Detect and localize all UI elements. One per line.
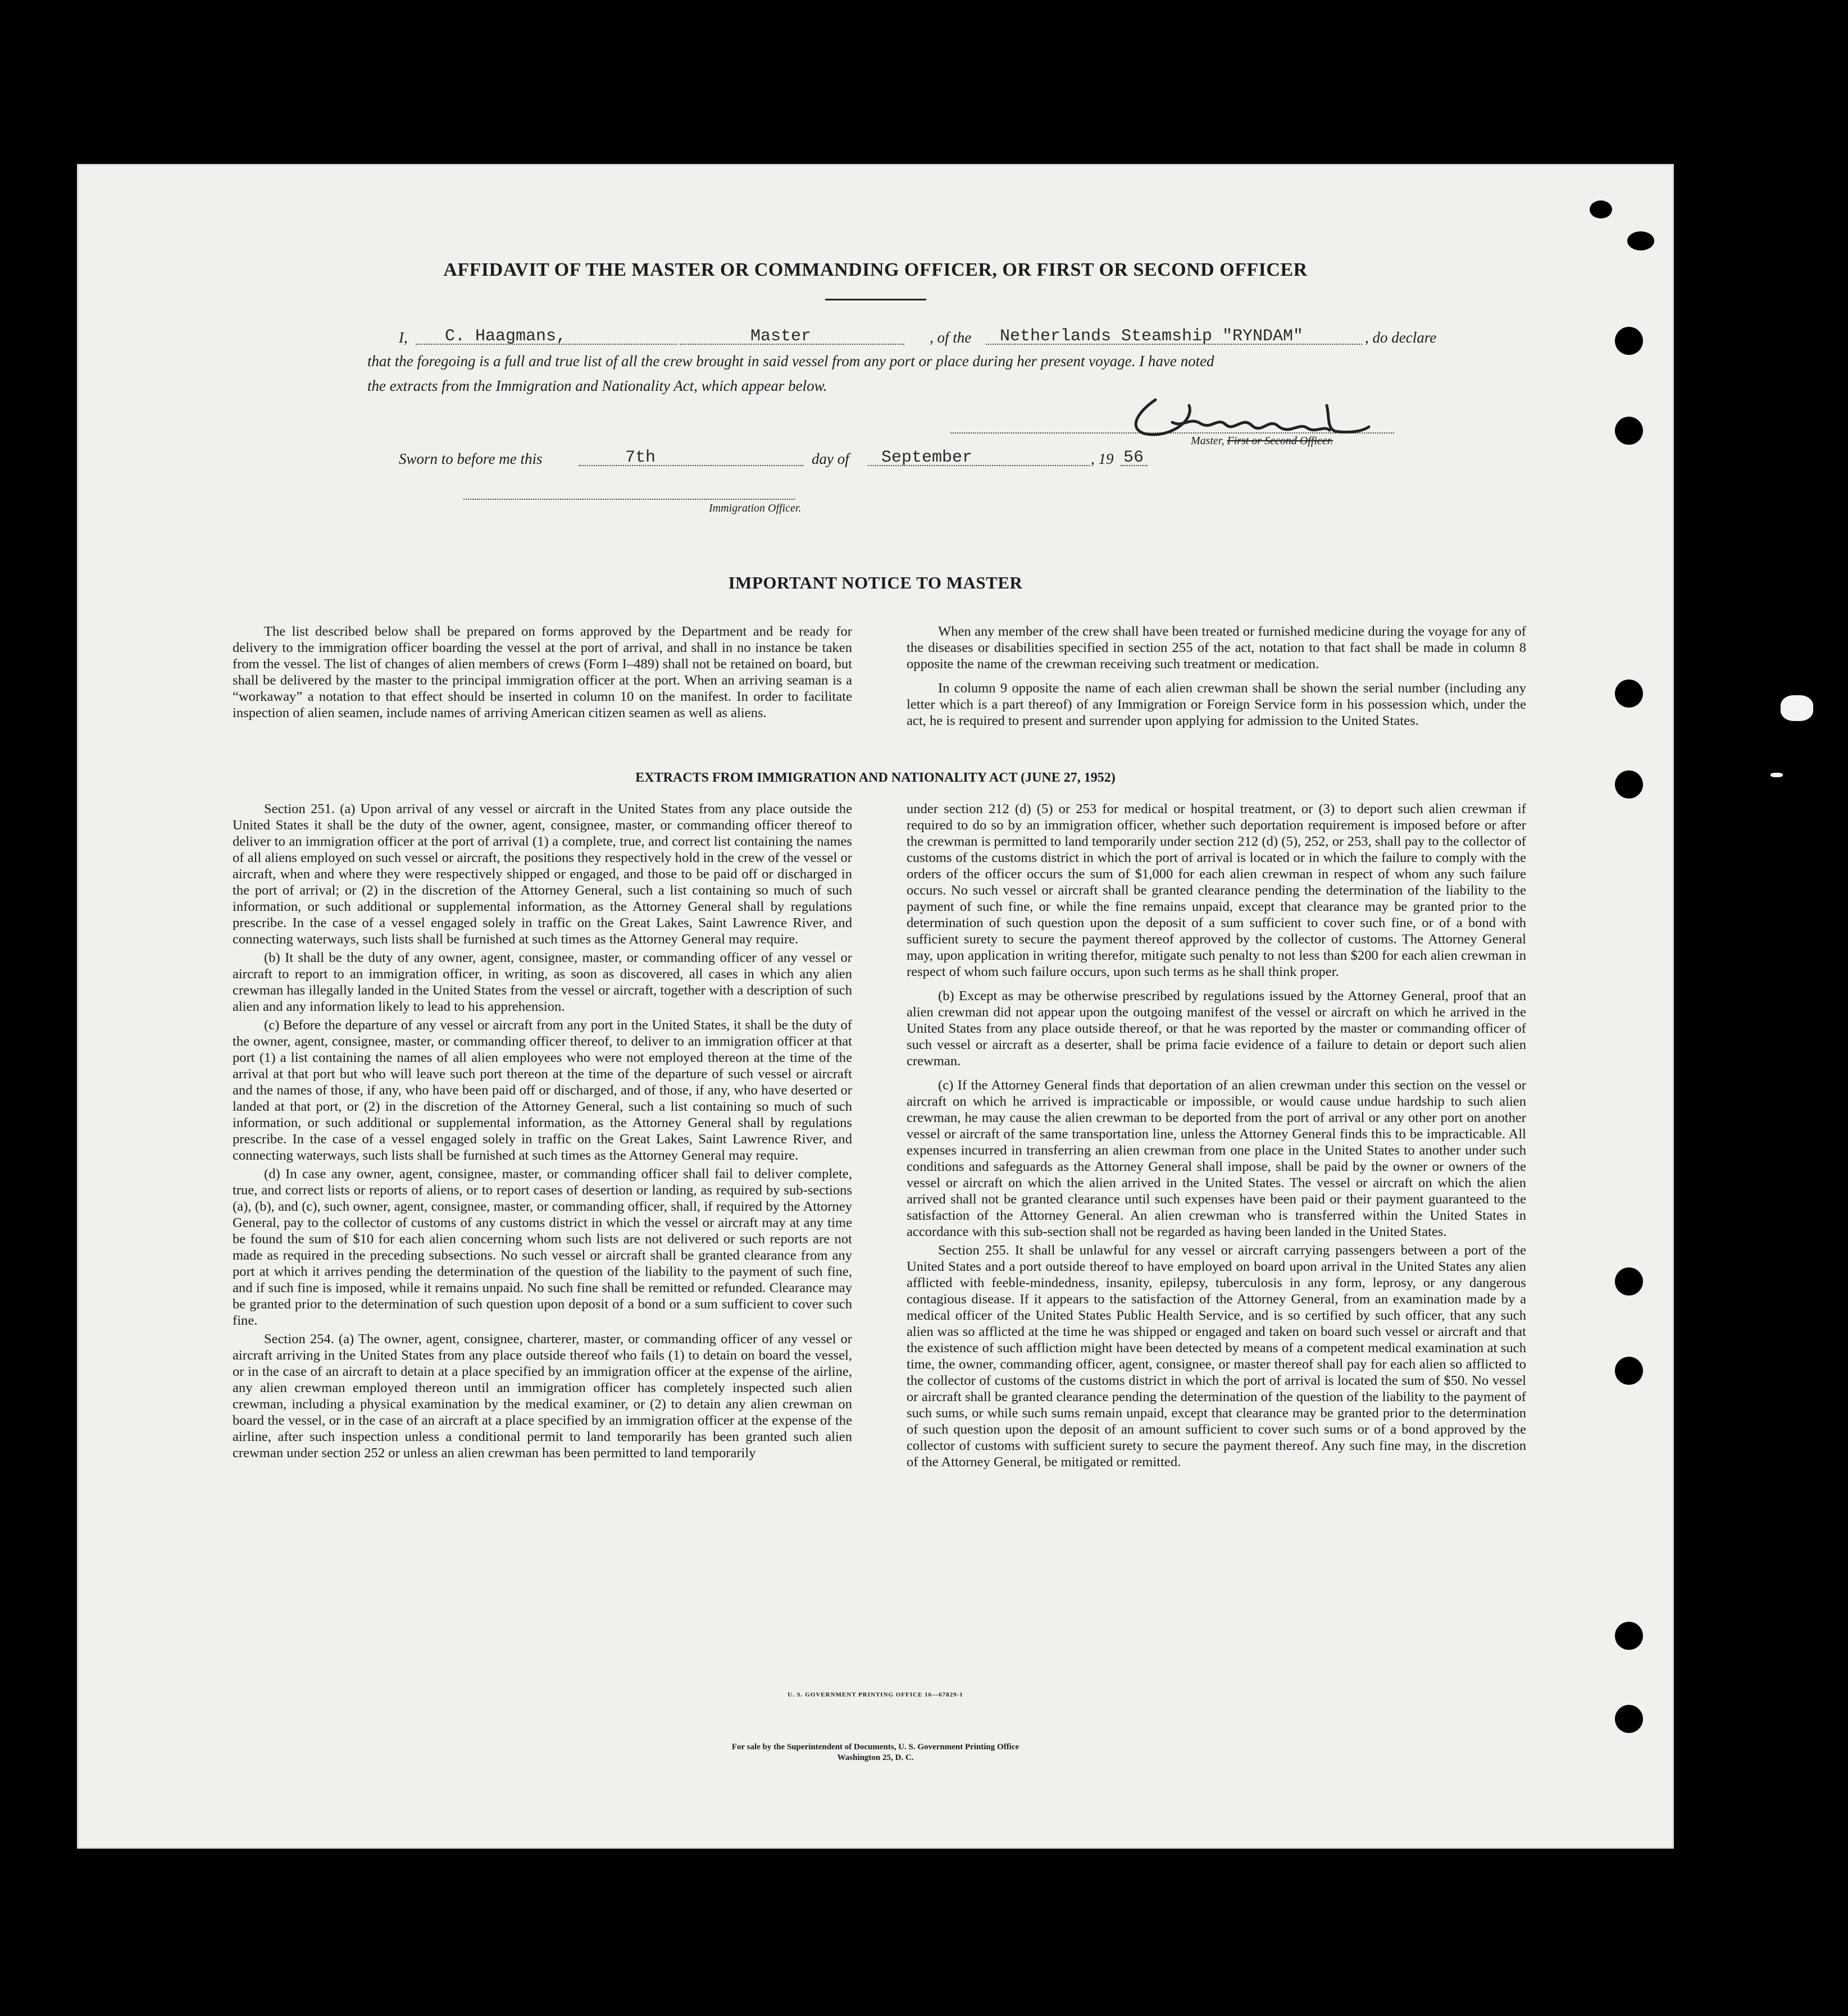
vessel-name-value: Netherlands Steamship "RYNDAM" xyxy=(999,327,1304,346)
day-of-label: day of xyxy=(812,450,849,467)
binder-hole xyxy=(1615,1705,1643,1733)
sale-line-1: For sale by the Superintendent of Documents, U. S. Government Printing Office xyxy=(731,1743,1019,1752)
sworn-day-value: 7th xyxy=(625,448,656,467)
binder-hole xyxy=(1615,1357,1643,1385)
section-254a-continued: under section 212 (d) (5) or 253 for medical or hospital treatment, or (3) to deport such alien crewman if required to do so by an immigration officer, whether such deportation requirement is imposed before or after the crewman is permitted to land temporarily under section 212 (d) (5), 252, or 253, shall pay to the collector of customs of the customs district in which the port of arrival is located or in which the failure to comply with the orders of the officer occurs the sum of $1,000 for each alien crewman in respect of whom any such failure occurs. No such vessel or aircraft shall be granted clearance pending the determination of the liability to the payment of such fine, or while the fine remains unpaid, except that clearance may be granted prior to the determination of such question upon the deposit of a sum sufficient to cover such fine, or of a bond with sufficient surety to secure the payment thereof approved by the collector of customs. The Attorney General may, upon application in writing therefor, mitigate such penalty to not less than $200 for each alien crewman in respect of whom such failure occurs, upon such terms as he shall think proper. xyxy=(907,801,1526,979)
notice-right-column xyxy=(907,623,1526,729)
binder-hole xyxy=(1615,417,1643,445)
sale-line-2: Washington 25, D. C. xyxy=(837,1753,914,1762)
notice-right-paragraph: In column 9 opposite the name of each alien crewman shall be shown the serial number (including any letter which is a part thereof) of any Immigration or Foreign Service form in his possession which, under the act, he is required to present and surrender upon applying for admission to the United States. xyxy=(907,681,1526,728)
immigration-officer-line xyxy=(463,499,795,500)
notice-left-column xyxy=(233,623,852,721)
binder-hole xyxy=(1615,679,1643,708)
extracts-right-column xyxy=(907,801,1526,1470)
declaration-line-3: the extracts from the Immigration and Nationality Act, which appear below. xyxy=(367,377,827,394)
section-251a: Section 251. (a) Upon arrival of any vessel or aircraft in the United States from any place outside the United States it shall be the duty of the owner, agent, consignee, master, or commanding officer thereof to deliver to an immigration officer at the port of arrival (1) a complete, true, and correct list containing the names of all aliens employed on such vessel or aircraft, the positions they respectively hold in the crew of the vessel or aircraft, when and where they were respectively shipped or engaged, and those to be paid off or discharged in the port of arrival; or (2) in the discretion of the Attorney General, such a list containing so much of such information, or such additional or supplemental information, as the Attorney General shall by regulations prescribe. In the case of a vessel engaged solely in traffic on the Great Lakes, Saint Lawrence River, and connecting waterways, such lists shall be furnished at such times as the Attorney General may require. xyxy=(233,801,852,947)
extracts-title: EXTRACTS FROM IMMIGRATION AND NATIONALITY ACT (JUNE 27, 1952) xyxy=(635,770,1116,785)
paper-speck xyxy=(1781,695,1813,721)
printing-office-line: U. S. GOVERNMENT PRINTING OFFICE 16—67829-1 xyxy=(788,1691,963,1698)
sale-notice xyxy=(77,1742,1674,1763)
sworn-prefix: Sworn to before me this xyxy=(399,450,543,467)
section-251d: (d) In case any owner, agent, consignee, master, or commanding officer shall fail to deliver complete, true, and correct lists or reports of aliens, or to report cases of desertion or landing, as required by sub-sections (a), (b), and (c), such owner, agent, consignee, master, or commanding officer, shall, if required by the Attorney General, pay to the collector of customs of any customs district in which the vessel or aircraft may at any time be found the sum of $10 for each alien concerning whom such lists are not delivered or such reports are not made as required in the preceding subsections. No such vessel or aircraft shall be granted clearance from any port at which it arrives pending the determination of the question of the liability to the payment of such fine, and if such fine is imposed, while it remains unpaid. No such fine shall be remitted or refunded. Clearance may be granted prior to the determination of such question upon deposit of a bond or a sum sufficient to cover such fine. xyxy=(233,1166,852,1328)
affidavit-page xyxy=(77,164,1674,1849)
binder-hole xyxy=(1615,1622,1643,1650)
sworn-line xyxy=(399,448,1241,471)
section-254c: (c) If the Attorney General finds that deportation of an alien crewman under this section on the vessel or aircraft on which he arrived is impracticable or impossible, or would cause undue hardship to such alien crewman, he may cause the alien crewman to be deported from the port of arrival or any other port on another vessel or aircraft of the same transportation line, unless the Attorney General finds this to be impracticable. All expenses incurred in transferring an alien crewman from one place in the United States to another under such conditions and safeguards as the Attorney General shall impose, shall be paid by the owner or owners of the vessel or aircraft on which the alien arrived in the United States. The vessel or aircraft on which the alien arrived shall not be granted clearance until such expenses have been paid or their payment guaranteed to the satisfaction of the Attorney General. An alien crewman who is transferred within the United States in accordance with this sub-section shall not be regarded as having been landed in the United States. xyxy=(907,1078,1526,1239)
do-declare-label: , do declare xyxy=(1365,329,1437,346)
torn-corner-mark xyxy=(1627,231,1654,250)
extracts-left-column xyxy=(233,801,852,1461)
rank-value: Master xyxy=(750,327,812,346)
section-251b: (b) It shall be the duty of any owner, agent, consignee, master, or commanding officer of any vessel or aircraft to report to an immigration officer, in writing, as soon as discovered, all cases in which any alien crewman has illegally landed in the United States from the vessel or aircraft, together with a description of such alien and any information likely to lead to his apprehension. xyxy=(233,950,852,1014)
signature-caption xyxy=(1191,435,1333,448)
notice-title: IMPORTANT NOTICE TO MASTER xyxy=(728,573,1023,592)
master-name-value: C. Haagmans, xyxy=(444,327,567,346)
binder-hole xyxy=(1615,770,1643,799)
section-254a: Section 254. (a) The owner, agent, consignee, charterer, master, or commanding officer of any vessel or aircraft arriving in the United States from any place outside thereof who fails (1) to detain on board the vessel, or in the case of an aircraft to detain at a place specified by an immigration officer at the expense of the airline, any alien crewman employed thereon until an immigration officer has completely inspected such alien crewman, including a physical examination by the medical examiner, or (2) to detain any alien crewman on board the vessel, or in the case of an aircraft at a place specified by an immigration officer at the expense of the airline, after such inspection unless a conditional permit to land temporarily has been granted such alien crewman under section 252 or unless an alien crewman has been permitted to land temporarily xyxy=(233,1331,852,1461)
year-prefix: , 19 xyxy=(1091,450,1114,467)
sworn-year-value: 56 xyxy=(1123,448,1144,467)
immigration-officer-label: Immigration Officer. xyxy=(709,502,802,514)
of-the-label: , of the xyxy=(930,329,972,346)
binder-hole xyxy=(1615,1267,1643,1296)
declaration-line-2: that the foregoing is a full and true list of all the crew brought in said vessel from any port or place during her present voyage. I have noted xyxy=(367,353,1214,370)
section-255: Section 255. It shall be unlawful for any vessel or aircraft carrying passengers between a port of the United States and a port outside thereof to have employed on board upon arrival in the United States any alien afflicted with feeble-mindedness, insanity, epilepsy, tuberculosis in any form, leprosy, or any dangerous contagious disease. If it appears to the satisfaction of the Attorney General, from an examination made by a medical officer of the United States Public Health Service, and is so certified by such officer, that any such alien was so afflicted at the time he was shipped or engaged and taken on board such vessel or aircraft and that the existence of such affliction might have been detected by means of a competent medical examination at such time, the owner, commanding officer, agent, consignee, or master thereof shall pay for each alien so afflicted to the collector of customs of the customs district in which the port of arrival is located the sum of $50. No vessel or aircraft shall be granted clearance pending the determination of the question of the liability to the payment of such sums, or while such sums remain unpaid, except that clearance may be granted prior to the determination of such question upon the deposit of an amount sufficient to cover such sums or of a bond approved by the collector of customs with sufficient surety to secure the payment thereof. Any such fine may, in the discretion of the Attorney General, be mitigated or remitted. xyxy=(907,1243,1526,1470)
binder-hole xyxy=(1615,327,1643,355)
paper-speck xyxy=(1770,773,1783,777)
title-divider xyxy=(825,299,926,300)
sworn-month-value: September xyxy=(881,448,973,467)
form-title: AFFIDAVIT OF THE MASTER OR COMMANDING OFFICER, OR FIRST OR SECOND OFFICER xyxy=(443,259,1308,280)
declaration-line-1 xyxy=(399,327,1472,349)
section-254b: (b) Except as may be otherwise prescribed by regulations issued by the Attorney General, proof that an alien crewman did not appear upon the outgoing manifest of the vessel or aircraft on which he arrived in the United States from any place outside thereof, or that he was reported by the master or commanding officer of such vessel or aircraft as a deserter, shall be prima facie evidence of a failure to detain or deport such alien crewman. xyxy=(907,988,1526,1069)
torn-corner-mark xyxy=(1590,200,1612,218)
declaration-i: I, xyxy=(399,329,408,346)
section-251c: (c) Before the departure of any vessel or aircraft from any port in the United States, it shall be the duty of the owner, agent, consignee, master, or commanding officer thereof, to deliver to an immigration officer at that port (1) a list containing the names of all alien employees who were not employed thereon at the time of the arrival at that port but who will leave such port thereon at the time of the departure of such vessel or aircraft and the names of those, if any, who have been paid off or discharged, and of those, if any, who have deserted or landed at that port, or (2) in the discretion of the Attorney General, such a list containing so much of such information, or such additional or supplemental information, as the Attorney General shall by regulations prescribe. In the case of a vessel engaged solely in traffic on the Great Lakes, Saint Lawrence River, and connecting waterways, such lists shall be furnished at such times as the Attorney General may require. xyxy=(233,1018,852,1163)
notice-right-paragraph: When any member of the crew shall have been treated or furnished medicine during the voyage for any of the diseases or disabilities specified in section 255 of the act, notation to that fact shall be made in column 8 opposite the name of the crewman receiving such treatment or medication. xyxy=(907,624,1526,672)
caption-struck-officer: First or Second Officer. xyxy=(1227,435,1333,447)
caption-master: Master, xyxy=(1191,435,1225,447)
notice-left-paragraph: The list described below shall be prepared on forms approved by the Department and be ready for delivery to the immigration officer boarding the vessel at the port of arrival, and shall in no instance be taken from the vessel. The list of changes of alien members of crews (Form I–489) shall not be retained on board, but shall be delivered by the master to the principal immigration officer at the port. When an arriving seaman is a “workaway” a notation to that effect should be inserted in column 10 on the manifest. In order to facilitate inspection of alien seamen, include names of arriving American citizen seamen as well as aliens. xyxy=(233,624,852,720)
